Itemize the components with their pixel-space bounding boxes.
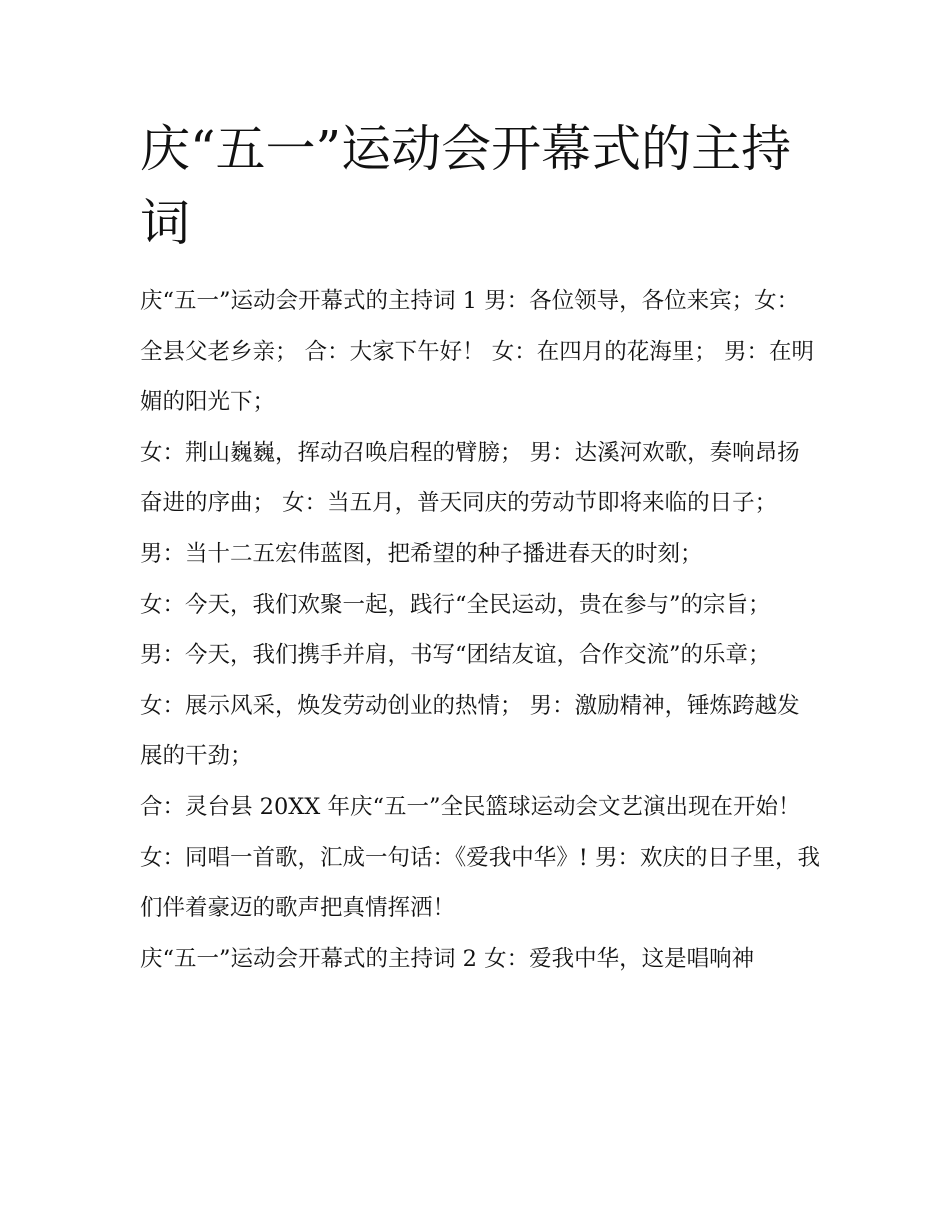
paragraph: 男：当十二五宏伟蓝图，把希望的种子播进春天的时刻； (140, 540, 703, 567)
paragraph: 庆“五一”运动会开幕式的主持词 1 男：各位领导，各位来宾；女：全县父老乡亲； 合：大家下午好！ 女：在四月的花海里； 男：在明媚的阳光下； (140, 288, 814, 416)
paragraph: 男：今天，我们携手并肩，书写“团结友谊，合作交流”的乐章； 女：展示风采，焕发劳动创业的热情； 男：激励精神，锤炼跨越发展的干劲； (140, 642, 800, 770)
paragraph: 庆“五一”运动会开幕式的主持词 2 女：爱我中华，这是唱响神 (140, 945, 755, 972)
document-title: 庆“五一”运动会开幕式的主持词 (140, 120, 792, 252)
paragraph: 女：荆山巍巍，挥动召唤启程的臂膀； 男：达溪河欢歌，奏响昂扬奋进的序曲； 女：当五月，普天同庆的劳动节即将来临的日子； (140, 439, 800, 517)
paragraph: 合：灵台县 20XX 年庆“五一”全民篮球运动会文艺演出现在开始！ 女：同唱一首歌，汇成一句话：《爱我中华》! 男：欢庆的日子里，我们伴着豪迈的歌声把真情挥洒！ (140, 793, 820, 922)
document-body (140, 276, 820, 984)
paragraph: 女：今天，我们欢聚一起，践行“全民运动，贵在参与”的宗旨； (140, 591, 771, 618)
